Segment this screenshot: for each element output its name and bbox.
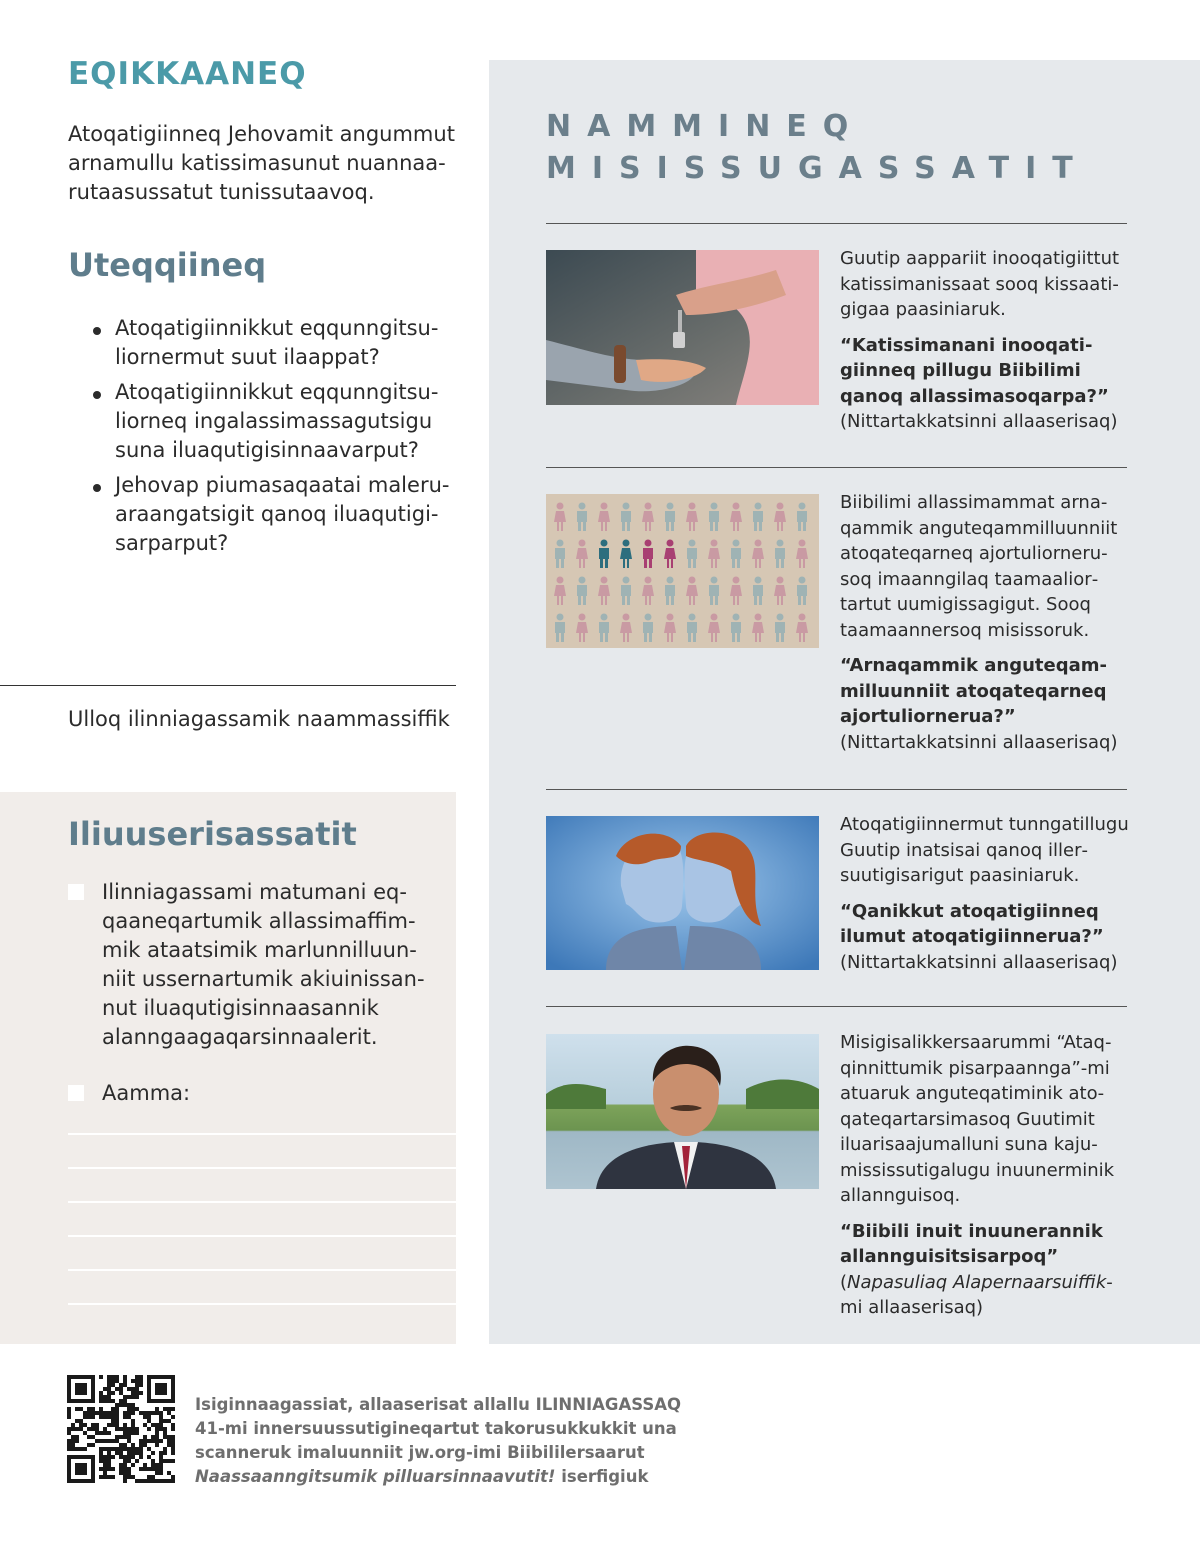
man-portrait-photo xyxy=(546,1034,819,1189)
writing-line xyxy=(68,1133,456,1135)
assignment-heading: Iliuuserisassatit xyxy=(68,815,357,853)
people-figures-pattern xyxy=(546,494,819,648)
card-description: Atoqatigiinnermut tunngatillugu Guutip inatsisai qanoq illersuutigisarigut paasiniaruk. xyxy=(840,814,1129,886)
explore-card xyxy=(840,490,1130,755)
explore-card xyxy=(840,246,1130,435)
assignment-task-text: Ilinniagassami matumani eqqaaneqartumik allassimaffimmik ataatsimik marlunnilluunniit ussernartumik akiuinissannut iluaqutigisinnaasannik alanngaagaqarsinnaalerit. xyxy=(102,880,425,1049)
assignment-box xyxy=(0,792,456,1344)
card-article-title[interactable]: “Katissimanani inooqatigiinneq pillugu Biibilimi qanoq allassimasoqarpa?” xyxy=(840,334,1109,407)
card-source: (Nittartakkatsinni allaaserisaq) xyxy=(840,411,1118,432)
explore-heading: NAMMINEQ MISISSUGASSATIT xyxy=(546,109,1089,186)
review-item: Atoqatigiinnikkut eqqunngitsuliornermut suut ilaappat? xyxy=(88,314,458,372)
card-source: (Nittartakkatsinni allaaserisaq) xyxy=(840,951,1118,973)
keys-handover-photo xyxy=(546,250,819,405)
bullet-icon xyxy=(93,327,101,335)
writing-line xyxy=(68,1167,456,1169)
writing-line xyxy=(68,1269,456,1271)
card-source: (Napasuliaq Alapernaarsuiffik-mi allaaserisaq) xyxy=(840,1271,1113,1318)
bullet-icon xyxy=(93,391,101,399)
completion-date-label: Ulloq ilinniagassamik naammassiffik xyxy=(68,707,450,731)
assignment-task xyxy=(68,878,438,1052)
explore-card xyxy=(840,812,1130,975)
checkbox-icon[interactable] xyxy=(68,884,84,900)
assignment-date xyxy=(68,1079,438,1108)
card-description: Guutip aappariit inooqatigiittut katissimanissaat sooq kissaatigigaa paasiniaruk. xyxy=(840,248,1120,320)
summary-text: Atoqatigiinneq Jehovamit angummut arnamullu katissimasunut nuannaarutaasussatut tunissutaavoq. xyxy=(68,122,455,204)
couple-back-to-back-illustration xyxy=(546,816,819,970)
divider xyxy=(546,467,1127,468)
review-heading: Uteqqiineq xyxy=(68,246,267,284)
writing-line xyxy=(68,1303,456,1305)
card-article-title[interactable]: “Biibili inuit inuunerannik allannguisitsisarpoq” xyxy=(840,1220,1103,1267)
card-source: (Nittartakkatsinni allaaserisaq) xyxy=(840,731,1118,753)
writing-line xyxy=(68,1201,456,1203)
divider xyxy=(546,789,1127,790)
review-list xyxy=(88,314,458,564)
summary-heading: EQIKKAANEQ xyxy=(68,56,307,92)
card-description: Biibilimi allassimammat arnaqammik anguteqammilluunniit atoqateqarneq ajortuliornerusoq imaanngilaq taamaaliortartut uumigissagigut. Sooq taamaannersoq misissoruk. xyxy=(840,492,1118,641)
review-item: Atoqatigiinnikkut eqqunngitsuliorneq ingalassimassagutsigu suna iluaqutigisinnaavarput? xyxy=(88,378,458,465)
checkbox-icon[interactable] xyxy=(68,1085,84,1101)
resources-note: Isiginnaagassiat, allaaserisat allallu ILINNIAGASSAQ 41-mi innersuussutigineqartut takorusukkukkit una scanneruk imaluunniit jw.org-imi Biibililersaarut Naassaanngitsumik pilluarsinnaavutit! iserfigiuk xyxy=(195,1395,682,1486)
divider xyxy=(546,1006,1127,1007)
writing-line xyxy=(68,1235,456,1237)
card-article-title[interactable]: “Qanikkut atoqatigiinneq ilumut atoqatigiinnerua?” xyxy=(840,900,1104,947)
card-description: Misigisalikkersaarummi “Ataqqinnittumik pisarpaannga”-mi atuaruk anguteqatiminik atoqateqartarsimasoq Guutimit iluarisaajumalluni suna kajumississutigalugu inuunerminik allannguisoq. xyxy=(840,1032,1115,1206)
qr-code-icon[interactable] xyxy=(67,1375,175,1483)
assignment-date-label: Aamma: xyxy=(102,1081,191,1105)
review-item: Jehovap piumasaqaatai maleruaraangatsigit qanoq iluaqutigisarparput? xyxy=(88,471,458,558)
divider xyxy=(0,685,456,686)
card-article-title[interactable]: “Arnaqammik anguteqammilluunniit atoqateqarneq ajortuliornerua?” xyxy=(840,655,1107,727)
divider xyxy=(546,223,1127,224)
explore-card xyxy=(840,1030,1130,1321)
bullet-icon xyxy=(93,484,101,492)
